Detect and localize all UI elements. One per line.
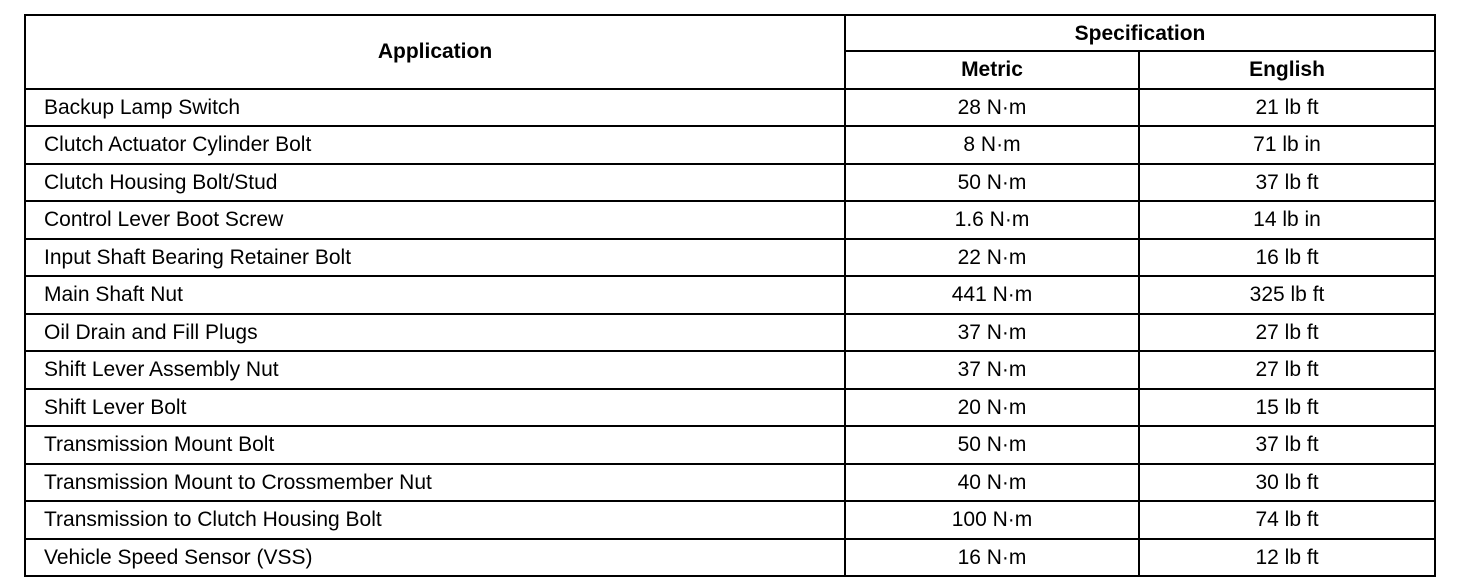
metric-cell: 40 N·m bbox=[845, 464, 1139, 502]
metric-header: Metric bbox=[845, 51, 1139, 89]
application-cell: Clutch Housing Bolt/Stud bbox=[25, 164, 845, 202]
metric-cell: 50 N·m bbox=[845, 426, 1139, 464]
table-body bbox=[25, 89, 1435, 577]
table-row bbox=[25, 501, 1435, 539]
english-cell: 30 lb ft bbox=[1139, 464, 1435, 502]
metric-cell: 16 N·m bbox=[845, 539, 1139, 577]
application-cell: Transmission Mount to Crossmember Nut bbox=[25, 464, 845, 502]
torque-spec-table bbox=[24, 14, 1436, 577]
metric-cell: 8 N·m bbox=[845, 126, 1139, 164]
application-cell: Main Shaft Nut bbox=[25, 276, 845, 314]
table-row bbox=[25, 426, 1435, 464]
english-cell: 325 lb ft bbox=[1139, 276, 1435, 314]
table-row bbox=[25, 539, 1435, 577]
table-row bbox=[25, 314, 1435, 352]
metric-cell: 20 N·m bbox=[845, 389, 1139, 427]
table-header bbox=[25, 15, 1435, 89]
english-cell: 14 lb in bbox=[1139, 201, 1435, 239]
table-row bbox=[25, 164, 1435, 202]
metric-cell: 28 N·m bbox=[845, 89, 1139, 127]
specification-header: Specification bbox=[845, 15, 1435, 51]
metric-cell: 37 N·m bbox=[845, 314, 1139, 352]
application-cell: Oil Drain and Fill Plugs bbox=[25, 314, 845, 352]
english-cell: 37 lb ft bbox=[1139, 164, 1435, 202]
table-row bbox=[25, 464, 1435, 502]
metric-cell: 37 N·m bbox=[845, 351, 1139, 389]
table-row bbox=[25, 126, 1435, 164]
metric-cell: 22 N·m bbox=[845, 239, 1139, 277]
application-cell: Transmission to Clutch Housing Bolt bbox=[25, 501, 845, 539]
application-cell: Control Lever Boot Screw bbox=[25, 201, 845, 239]
english-cell: 71 lb in bbox=[1139, 126, 1435, 164]
application-cell: Shift Lever Bolt bbox=[25, 389, 845, 427]
application-cell: Transmission Mount Bolt bbox=[25, 426, 845, 464]
application-cell: Shift Lever Assembly Nut bbox=[25, 351, 845, 389]
english-cell: 37 lb ft bbox=[1139, 426, 1435, 464]
metric-cell: 441 N·m bbox=[845, 276, 1139, 314]
table-row bbox=[25, 201, 1435, 239]
english-cell: 12 lb ft bbox=[1139, 539, 1435, 577]
metric-cell: 100 N·m bbox=[845, 501, 1139, 539]
application-header: Application bbox=[25, 15, 845, 89]
table-row bbox=[25, 276, 1435, 314]
english-cell: 27 lb ft bbox=[1139, 314, 1435, 352]
application-cell: Backup Lamp Switch bbox=[25, 89, 845, 127]
application-cell: Vehicle Speed Sensor (VSS) bbox=[25, 539, 845, 577]
application-cell: Input Shaft Bearing Retainer Bolt bbox=[25, 239, 845, 277]
english-cell: 16 lb ft bbox=[1139, 239, 1435, 277]
table-row bbox=[25, 89, 1435, 127]
metric-cell: 50 N·m bbox=[845, 164, 1139, 202]
application-cell: Clutch Actuator Cylinder Bolt bbox=[25, 126, 845, 164]
english-cell: 27 lb ft bbox=[1139, 351, 1435, 389]
metric-cell: 1.6 N·m bbox=[845, 201, 1139, 239]
header-row-1 bbox=[25, 15, 1435, 51]
english-cell: 15 lb ft bbox=[1139, 389, 1435, 427]
table-row bbox=[25, 239, 1435, 277]
table-row bbox=[25, 351, 1435, 389]
english-header: English bbox=[1139, 51, 1435, 89]
table-row bbox=[25, 389, 1435, 427]
english-cell: 21 lb ft bbox=[1139, 89, 1435, 127]
english-cell: 74 lb ft bbox=[1139, 501, 1435, 539]
